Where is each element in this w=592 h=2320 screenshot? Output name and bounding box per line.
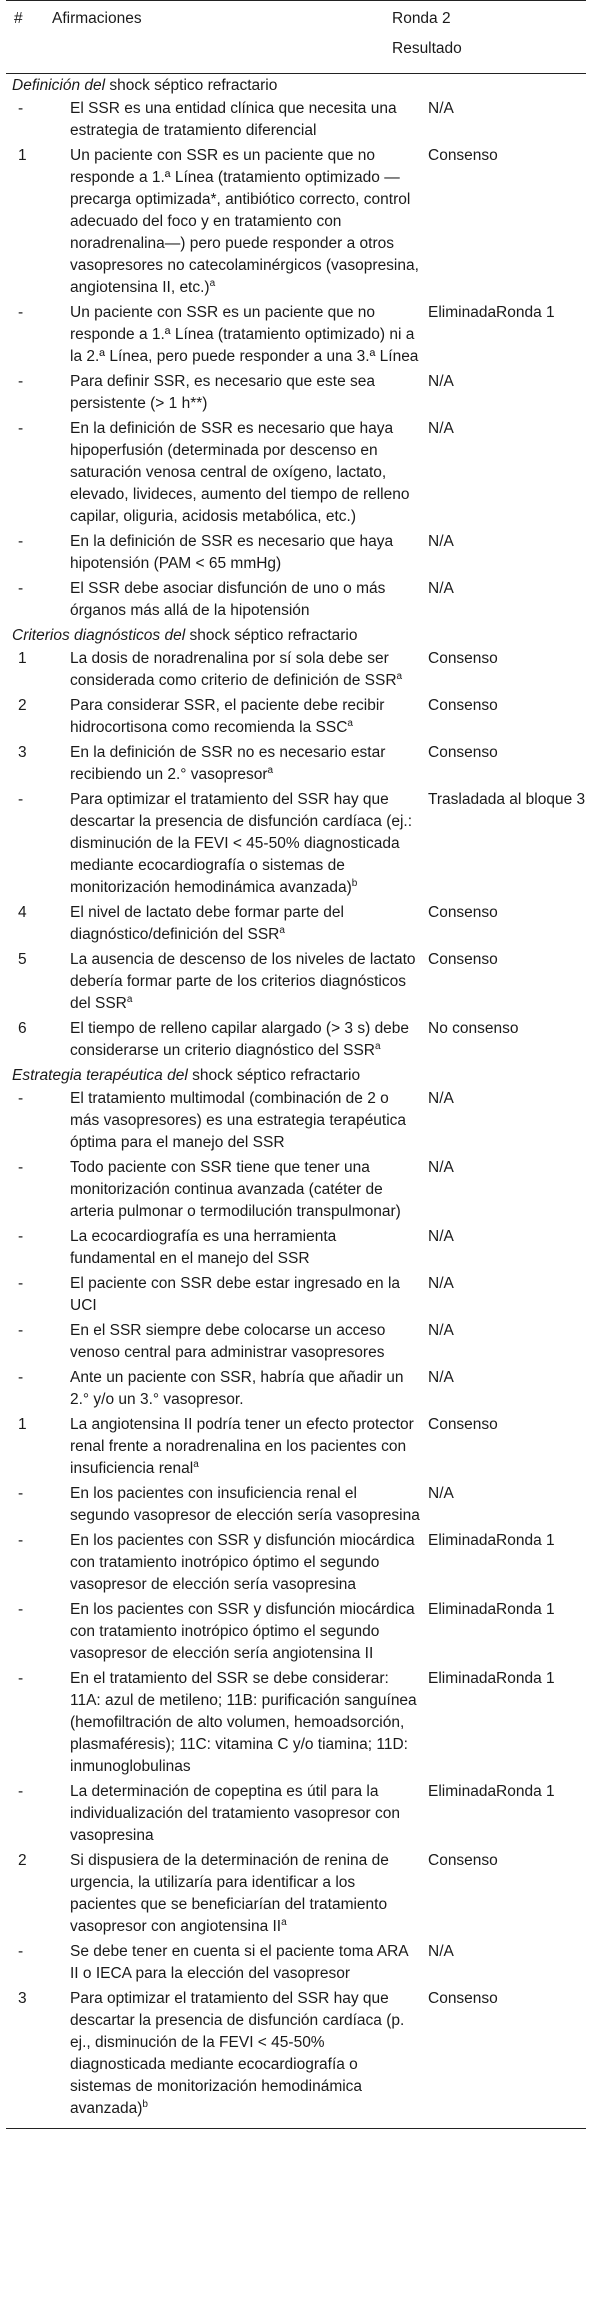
statement-text: Para definir SSR, es necesario que este sea persistente (> 1 h**) [70,373,376,412]
row-result: N/A [428,1322,454,1339]
section-title [6,1064,586,1087]
row-number: 1 [18,1416,27,1433]
row-result: Consenso [428,1852,498,1869]
row-number: - [18,1943,24,1960]
statement-text: El SSR es una entidad clínica que necesita una estrategia de tratamiento diferencial [70,100,397,139]
row-number: 2 [18,1852,27,1869]
statement-text: Un paciente con SSR es un paciente que no responde a 1.ª Línea (tratamiento optimizado) ni a la 2.ª Línea, pero puede responder a una 3.ª Línea [70,304,419,365]
row-statement [70,1273,428,1317]
row-number: - [18,1228,24,1245]
table-row [6,948,586,1017]
row-statement [70,578,428,622]
row-result: N/A [428,1485,454,1502]
section-title-italic: Estrategia terapéutica del [12,1067,188,1084]
row-statement [70,418,428,528]
row-number: - [18,1532,24,1549]
row-number: - [18,1322,24,1339]
row-statement [70,1226,428,1270]
row-result: Consenso [428,744,498,761]
row-number: 5 [18,951,27,968]
table-row [6,1780,586,1849]
table-row [6,530,586,577]
table-row [6,1482,586,1529]
section-title-italic: Definición del [12,77,106,94]
table-row [6,1667,586,1780]
row-number: 1 [18,147,27,164]
statement-text: En los pacientes con SSR y disfunción miocárdica con tratamiento inotrópico óptimo el segundo vasopresor de elección sería vasopresina [70,1532,415,1593]
statement-text: En los pacientes con SSR y disfunción miocárdica con tratamiento inotrópico óptimo el segundo vasopresor de elección sería angiotensina II [70,1601,415,1662]
row-number: - [18,1275,24,1292]
statement-text: En la definición de SSR es necesario que haya hipotensión (PAM < 65 mmHg) [70,533,394,572]
header-round: Ronda 2 [392,10,451,27]
table-row [6,788,586,901]
table-row [6,1087,586,1156]
row-statement [70,302,428,368]
table-row [6,1272,586,1319]
row-statement [70,1367,428,1411]
row-statement [70,1088,428,1154]
row-statement [70,1157,428,1223]
statement-text: La angiotensina II podría tener un efecto protector renal frente a noradrenalina en los pacientes con insuficiencia renal [70,1416,414,1477]
statement-text: El tiempo de relleno capilar alargado (> 3 s) debe considerarse un criterio diagnóstico del SSR [70,1020,410,1059]
row-statement [70,648,428,692]
section-title [6,624,586,647]
row-result: EliminadaRonda 1 [428,1601,555,1618]
table-row [6,1156,586,1225]
table-row [6,1413,586,1482]
row-result: Consenso [428,1990,498,2007]
statement-text: Todo paciente con SSR tiene que tener una monitorización continua avanzada (catéter de arteria pulmonar o termodilución transpulmonar) [70,1159,401,1220]
row-result: N/A [428,100,454,117]
row-number: 3 [18,744,27,761]
row-result: N/A [428,1943,454,1960]
statement-text: La dosis de noradrenalina por sí sola debe ser considerada como criterio de definición de SSR [70,650,397,689]
row-result: Consenso [428,904,498,921]
row-number: - [18,420,24,437]
row-statement [70,1320,428,1364]
section-title [6,74,586,97]
table-row [6,694,586,741]
statement-text: El nivel de lactato debe formar parte del diagnóstico/definición del SSR [70,904,344,943]
row-result: N/A [428,1228,454,1245]
statement-text: Para optimizar el tratamiento del SSR hay que descartar la presencia de disfunción cardíaca (p. ej., disminución de la FEVI < 45-50% diagnosticada mediante ecocardiografía o sistemas de monitorización hemodinámica avanzada) [70,1990,405,2117]
row-statement [70,371,428,415]
footnote-marker: a [347,717,353,729]
row-statement [70,145,428,299]
table-row [6,1319,586,1366]
row-result: Consenso [428,1416,498,1433]
row-result: N/A [428,1159,454,1176]
row-statement [70,1850,428,1938]
footnote-marker: a [279,924,285,936]
row-result: N/A [428,373,454,390]
row-number: - [18,304,24,321]
table-row [6,301,586,370]
row-statement [70,1781,428,1847]
table-row [6,97,586,144]
table-row [6,1366,586,1413]
row-number: 4 [18,904,27,921]
row-statement [70,1941,428,1985]
row-result: N/A [428,1275,454,1292]
row-statement [70,902,428,946]
row-result: N/A [428,580,454,597]
table-row [6,741,586,788]
table-header [6,0,586,74]
header-result: Resultado [392,40,462,57]
table-row [6,1940,586,1987]
table-row [6,1849,586,1940]
row-statement [70,1018,428,1062]
row-result: N/A [428,1090,454,1107]
row-result: N/A [428,420,454,437]
header-statements: Afirmaciones [52,10,142,27]
statement-text: El tratamiento multimodal (combinación de 2 o más vasopresores) es una estrategia terapéutica óptima para el manejo del SSR [70,1090,407,1151]
row-statement [70,1599,428,1665]
row-statement [70,949,428,1015]
statement-text: La ausencia de descenso de los niveles de lactato debería formar parte de los criterios diagnósticos del SSR [70,951,416,1012]
row-result: N/A [428,1369,454,1386]
row-number: 2 [18,697,27,714]
row-result: EliminadaRonda 1 [428,1670,555,1687]
row-number: - [18,533,24,550]
table-row [6,1987,586,2122]
footnote-marker: a [126,993,133,1005]
row-result: No consenso [428,1020,519,1037]
footnote-marker: b [142,2098,148,2110]
row-result: EliminadaRonda 1 [428,1783,555,1800]
row-statement [70,1988,428,2120]
row-number: - [18,1485,24,1502]
row-number: - [18,580,24,597]
row-statement [70,695,428,739]
consensus-table [6,0,586,2129]
row-result: EliminadaRonda 1 [428,304,555,321]
row-statement [70,1483,428,1527]
footnote-marker: a [396,670,403,682]
footnote-marker: a [267,764,274,776]
footnote-marker: a [281,1916,287,1928]
table-row [6,1225,586,1272]
row-number: - [18,1783,24,1800]
section-title-plain: shock séptico refractario [105,77,278,94]
statement-text: En el tratamiento del SSR se debe considerar: 11A: azul de metileno; 11B: purificación sanguínea (hemofiltración de alto volumen, hemoadsorción, plasmaféresis); 11C: vitamina C y/o tiamina; 11D: inmunoglobulinas [70,1670,417,1775]
statement-text: En la definición de SSR es necesario que haya hipoperfusión (determinada por descenso en saturación venosa central de oxígeno, lactato, elevado, livideces, aumento del tiempo de relleno capilar, oliguria, acidosis metabólica, etc.) [70,420,410,525]
footnote-marker: b [351,877,358,889]
row-statement [70,1414,428,1480]
row-result: Trasladada al bloque 3 [428,791,586,808]
statement-text: La determinación de copeptina es útil para la individualización del tratamiento vasopresor con vasopresina [70,1783,400,1844]
section-title-italic: Criterios diagnósticos del [12,627,186,644]
statement-text: En los pacientes con insuficiencia renal el segundo vasopresor de elección sería vasopresina [70,1485,420,1524]
table-row [6,577,586,624]
row-number: - [18,373,24,390]
statement-text: El SSR debe asociar disfunción de uno o más órganos más allá de la hipotensión [70,580,386,619]
row-number: - [18,1090,24,1107]
table-body [6,74,586,2122]
row-statement [70,531,428,575]
footnote-marker: a [209,277,216,289]
statement-text: El paciente con SSR debe estar ingresado en la UCI [70,1275,401,1314]
row-result: Consenso [428,147,498,164]
statement-text: Si dispusiera de la determinación de renina de urgencia, la utilizaría para identificar a los pacientes que se beneficiarían del tratamiento vasopresor con angiotensina II [70,1852,389,1935]
row-number: - [18,1670,24,1687]
statement-text: La ecocardiografía es una herramienta fundamental en el manejo del SSR [70,1228,337,1267]
statement-text: Se debe tener en cuenta si el paciente toma ARA II o IECA para la elección del vasopresor [70,1943,408,1982]
statement-text: Ante un paciente con SSR, habría que añadir un 2.° y/o un 3.° vasopresor. [70,1369,404,1408]
table-bottom-rule [6,2128,586,2129]
row-statement [70,742,428,786]
statement-text: En la definición de SSR no es necesario estar recibiendo un 2.° vasopresor [70,744,386,783]
row-result: Consenso [428,697,498,714]
section-title-plain: shock séptico refractario [185,627,358,644]
table-row [6,1017,586,1064]
row-number: 3 [18,1990,27,2007]
table-row [6,647,586,694]
table-row [6,417,586,530]
section-title-plain: shock séptico refractario [187,1067,361,1084]
row-number: - [18,791,24,808]
row-number: - [18,1369,24,1386]
table-row [6,1598,586,1667]
row-number: 1 [18,650,27,667]
header-number: # [14,10,23,27]
row-number: - [18,100,24,117]
row-number: 6 [18,1020,27,1037]
row-statement [70,1530,428,1596]
table-row [6,144,586,301]
row-statement [70,789,428,899]
table-row [6,1529,586,1598]
footnote-marker: a [193,1458,199,1470]
row-result: Consenso [428,951,498,968]
statement-text: En el SSR siempre debe colocarse un acceso venoso central para administrar vasopresores [70,1322,386,1361]
table-row [6,370,586,417]
table-row [6,901,586,948]
row-number: - [18,1159,24,1176]
row-result: EliminadaRonda 1 [428,1532,555,1549]
row-result: N/A [428,533,454,550]
statement-text: Para optimizar el tratamiento del SSR hay que descartar la presencia de disfunción cardíaca (ej.: disminución de la FEVI < 45-50% diagnosticada mediante ecocardiografía o sistemas de monitorización hemodinámica avanzada) [70,791,413,896]
row-statement [70,1668,428,1778]
statement-text: Un paciente con SSR es un paciente que no responde a 1.ª Línea (tratamiento optimizado —precarga optimizada*, antibiótico correcto, control adecuado del foco y en tratamiento con noradrenalina—) pero puede responder a otros vasopresores no catecolaminérgicos (vasopresina, angiotensina II, etc.) [70,147,419,296]
statement-text: Para considerar SSR, el paciente debe recibir hidrocortisona como recomienda la SSC [70,697,385,736]
row-result: Consenso [428,650,498,667]
row-number: - [18,1601,24,1618]
footnote-marker: a [375,1040,381,1052]
row-statement [70,98,428,142]
